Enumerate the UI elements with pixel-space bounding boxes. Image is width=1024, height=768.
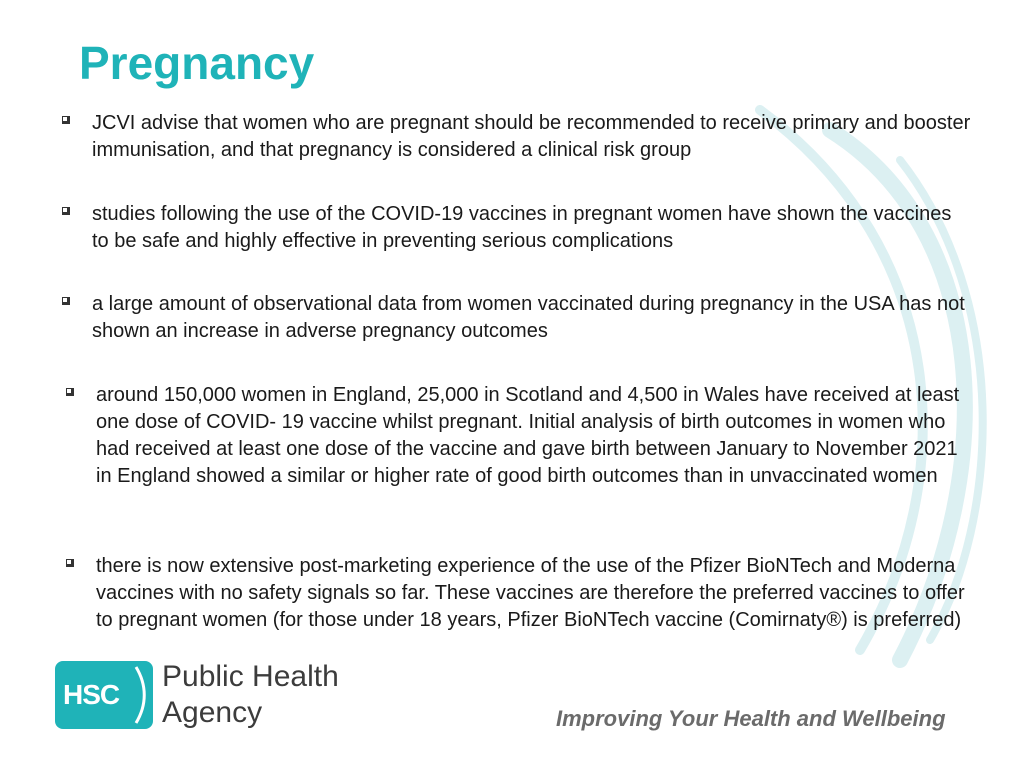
square-bullet-icon — [62, 207, 70, 215]
bullet-text: studies following the use of the COVID-19 vaccines in pregnant women have shown the vaccines to be safe and highly effective in preventing serious complications — [92, 203, 952, 252]
slide-title: Pregnancy — [79, 37, 315, 89]
agency-name-line1: Public Health — [162, 660, 339, 693]
bullet-text: around 150,000 women in England, 25,000 in Scotland and 4,500 in Wales have received at least one dose of COVID- 19 vaccine whilst pregnant. Initial analysis of birth outcomes in women who had received at least one dose of the vaccine and gave birth between January to November 2021 in England showed a similar or higher rate of good birth outcomes than in unvaccinated women — [96, 384, 960, 487]
hsc-logo — [55, 661, 153, 729]
agency-name — [162, 659, 339, 731]
square-bullet-icon — [66, 388, 74, 396]
bullet-text: JCVI advise that women who are pregnant should be recommended to receive primary and booster immunisation, and that pregnancy is considered a clinical risk group — [92, 112, 971, 161]
logo-stripe-icon — [133, 665, 149, 725]
agency-name-line2: Agency — [162, 696, 263, 729]
square-bullet-icon — [66, 559, 74, 567]
tagline: Improving Your Health and Wellbeing — [556, 706, 946, 731]
square-bullet-icon — [62, 116, 70, 124]
bullet-text: there is now extensive post-marketing experience of the use of the Pfizer BioNTech and Moderna vaccines with no safety signals so far. These vaccines are therefore the preferred vaccines to offer to pregnant women (for those under 18 years, Pfizer BioNTech vaccine (Comirnaty®) is preferred) — [96, 555, 965, 631]
logo-mark-text: HSC — [63, 679, 120, 710]
bullet-text: a large amount of observational data from women vaccinated during pregnancy in the USA has not shown an increase in adverse pregnancy outcomes — [92, 293, 965, 342]
square-bullet-icon — [62, 297, 70, 305]
